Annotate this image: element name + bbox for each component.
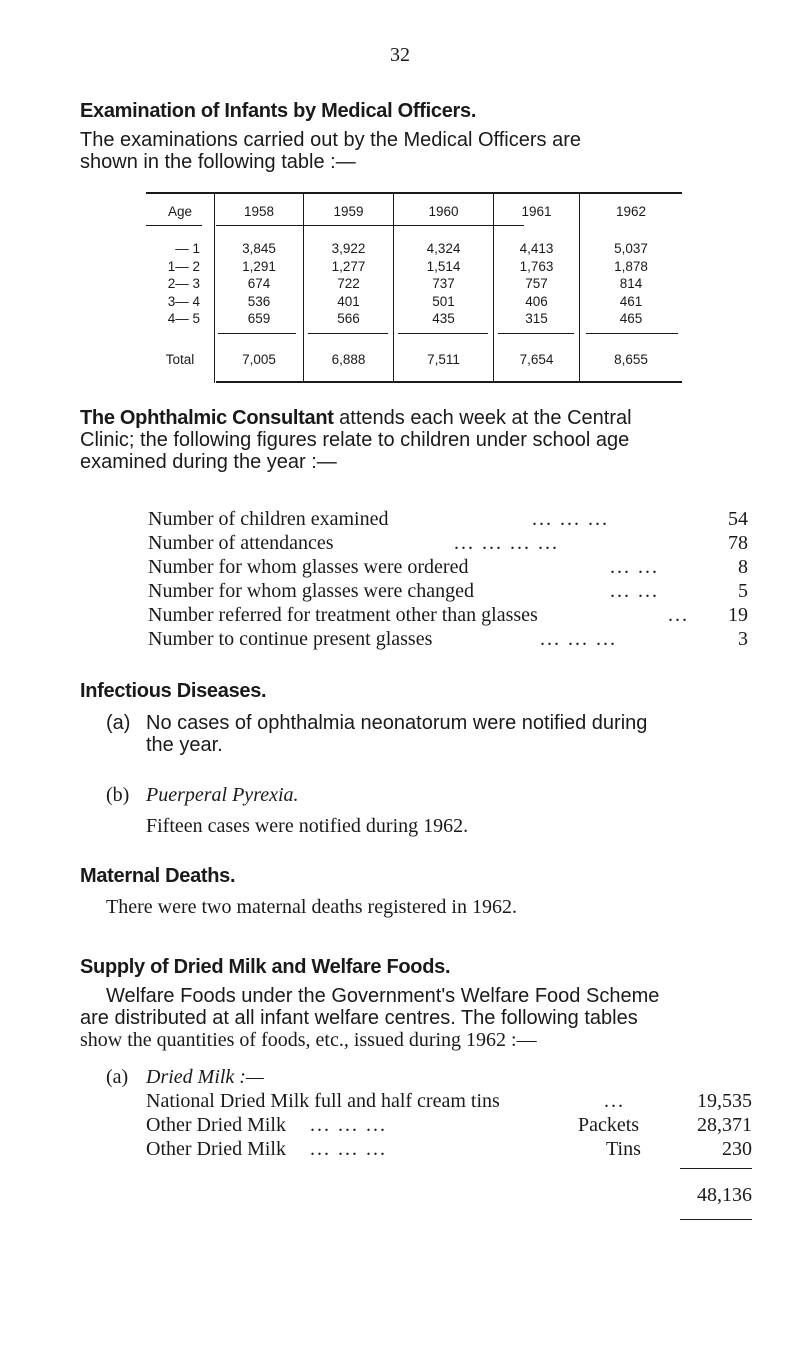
item-value: 28,371: [697, 1114, 752, 1136]
column-1959: [304, 240, 393, 328]
table-cell: 566: [337, 311, 360, 327]
supply-line3: show the quantities of foods, etc., issued during 1962 :—: [80, 1029, 537, 1051]
table-cell: 1,763: [519, 258, 554, 274]
table-header-age: Age: [167, 204, 193, 219]
supply-total: 48,136: [697, 1184, 752, 1206]
table-cell: 3,922: [331, 241, 366, 256]
leader-dots: ... ... ...: [532, 508, 609, 530]
supply-heading: Supply of Dried Milk and Welfare Foods.: [80, 956, 451, 978]
total-1961: 7,654: [519, 352, 554, 367]
item-label: Number referred for treatment other than glasses: [148, 604, 538, 626]
item-value: 78: [728, 532, 748, 554]
table-cell: 315: [525, 311, 548, 327]
list-item: [148, 508, 748, 532]
list-item: [148, 628, 748, 652]
item-label: Number of children examined: [148, 508, 389, 530]
leader-dots: ... ...: [610, 580, 659, 602]
ophthalmic-text-line1: attends each week at the Central: [333, 407, 632, 429]
total-1960: 7,511: [427, 352, 460, 367]
table-cell: 3,845: [242, 241, 276, 256]
list-item: [148, 580, 748, 604]
infectious-a-marker: (a): [106, 712, 131, 734]
age-row: 4— 5: [167, 311, 200, 327]
column-1961: [494, 240, 579, 328]
infectious-a-line2: the year.: [146, 734, 223, 756]
list-item: [146, 1090, 752, 1114]
age-row: 1— 2: [167, 258, 200, 274]
dried-milk-list: [146, 1090, 752, 1162]
item-unit: Packets: [578, 1114, 640, 1136]
total-1959: 6,888: [331, 352, 366, 367]
table-cell: 401: [337, 293, 360, 309]
total-1958: 7,005: [242, 352, 276, 367]
infectious-a-line1: No cases of ophthalmia neonatorum were notified during: [146, 712, 648, 734]
leader-dots: ...: [604, 1090, 625, 1112]
table-header-1961: 1961: [521, 204, 552, 219]
infectious-b-text: Fifteen cases were notified during 1962.: [146, 815, 469, 837]
infectious-b-title: Puerperal Pyrexia.: [146, 784, 299, 806]
item-value: 5: [738, 580, 748, 602]
item-value: 19,535: [697, 1090, 752, 1112]
table-cell: 1,291: [242, 258, 276, 274]
item-value: 8: [738, 556, 748, 578]
table-header-1958: 1958: [243, 204, 275, 219]
page-number: 32: [390, 44, 410, 66]
item-label: Number to continue present glasses: [148, 628, 433, 650]
leader-dots: ... ... ... ...: [454, 532, 559, 554]
table-cell: 1,514: [426, 258, 461, 274]
table-cell: 461: [619, 293, 643, 309]
column-1962: [580, 240, 682, 328]
table-cell: 536: [247, 293, 271, 309]
age-column: [150, 240, 200, 328]
item-unit: Tins: [606, 1138, 641, 1160]
table-cell: 4,413: [519, 241, 554, 256]
table-cell: 4,324: [426, 241, 461, 256]
leader-dots: ... ... ...: [310, 1138, 387, 1160]
supply-a-marker: (a): [106, 1066, 129, 1088]
total-rule-bottom: [680, 1219, 752, 1220]
item-label: Other Dried Milk: [146, 1138, 286, 1160]
maternal-text: There were two maternal deaths registered in 1962.: [106, 896, 517, 918]
column-1958: [215, 240, 303, 328]
age-row: 2— 3: [167, 276, 200, 292]
list-item: [148, 556, 748, 580]
item-label: Number of attendances: [148, 532, 334, 554]
table-cell: 1,878: [614, 258, 648, 274]
exam-heading: Examination of Infants by Medical Officers.: [80, 100, 477, 122]
maternal-heading: Maternal Deaths.: [80, 865, 236, 887]
ophthalmic-list: [148, 508, 748, 668]
item-value: 230: [722, 1138, 752, 1160]
age-row: — 1: [175, 241, 200, 256]
table-cell: 737: [432, 276, 455, 292]
list-item: [146, 1114, 752, 1138]
item-label: National Dried Milk full and half cream tins: [146, 1090, 500, 1112]
total-1962: 8,655: [614, 352, 648, 367]
list-item: [148, 532, 748, 556]
list-item: [146, 1138, 752, 1162]
table-cell: 757: [525, 276, 548, 292]
item-label: Number for whom glasses were ordered: [148, 556, 469, 578]
item-label: Other Dried Milk: [146, 1114, 286, 1136]
ophthalmic-text-line3: examined during the year :—: [80, 451, 337, 473]
infectious-heading: Infectious Diseases.: [80, 680, 267, 702]
table-cell: 674: [247, 276, 271, 292]
item-value: 54: [728, 508, 748, 530]
item-value: 3: [738, 628, 748, 650]
ophthalmic-heading: The Ophthalmic Consultant: [80, 407, 334, 429]
table-cell: 465: [619, 311, 643, 327]
ophthalmic-paragraph-line1: [80, 407, 632, 429]
table-cell: 406: [525, 293, 548, 309]
infectious-b-marker: (b): [106, 784, 130, 806]
age-row: 3— 4: [167, 293, 200, 309]
table-cell: 659: [247, 311, 271, 327]
leader-dots: ... ... ...: [310, 1114, 387, 1136]
table-cell: 722: [337, 276, 360, 292]
ophthalmic-text-line2: Clinic; the following figures relate to children under school age: [80, 429, 630, 451]
exam-table: [146, 192, 682, 383]
item-label: Number for whom glasses were changed: [148, 580, 475, 602]
column-1960: [394, 240, 493, 328]
item-value: 19: [728, 604, 748, 626]
supply-line2: are distributed at all infant welfare centres. The following tables: [80, 1007, 638, 1029]
table-header-1962: 1962: [615, 204, 647, 219]
leader-dots: ... ... ...: [540, 628, 617, 650]
table-cell: 5,037: [614, 241, 648, 256]
table-cell: 1,277: [331, 258, 366, 274]
total-rule-top: [680, 1168, 752, 1169]
exam-intro-line1: The examinations carried out by the Medical Officers are: [80, 129, 581, 151]
table-header-1959: 1959: [333, 204, 364, 219]
total-label: Total: [165, 352, 195, 367]
leader-dots: ... ...: [610, 556, 659, 578]
supply-line1: Welfare Foods under the Government's Welfare Food Scheme: [106, 985, 660, 1007]
list-item: [148, 604, 748, 628]
supply-a-title: Dried Milk :—: [146, 1066, 264, 1088]
exam-intro-line2: shown in the following table :—: [80, 151, 356, 173]
table-header-1960: 1960: [428, 204, 459, 219]
table-cell: 501: [432, 293, 455, 309]
leader-dots: ...: [668, 604, 689, 626]
table-cell: 435: [432, 311, 455, 327]
table-cell: 814: [619, 276, 643, 292]
